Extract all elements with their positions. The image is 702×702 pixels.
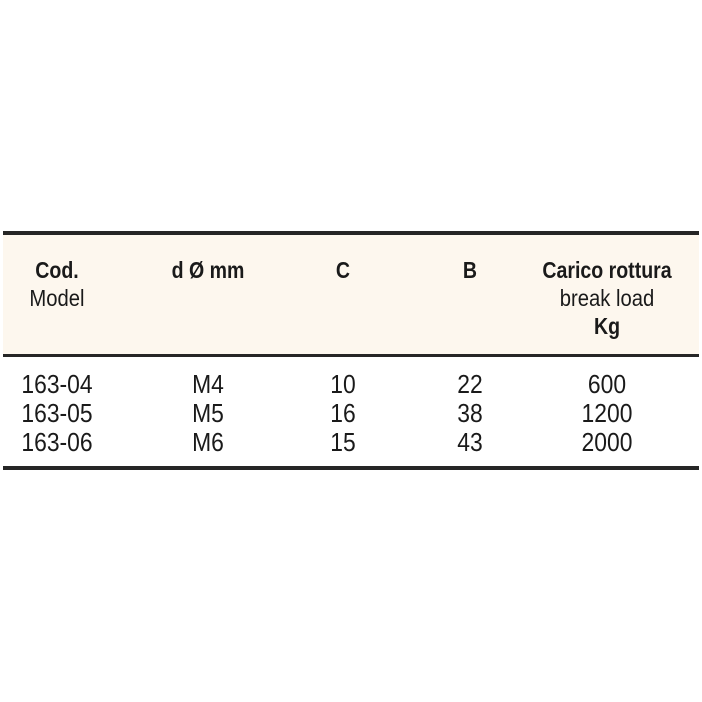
cell-diameter: M5 [192,398,224,428]
cell-b: 43 [457,427,483,457]
cell-break-load: 600 [587,369,627,399]
cell-c: 16 [330,398,356,428]
header-unit-kg-label: Kg [593,313,621,339]
header-carico-rottura-label: Carico rottura [542,257,672,283]
header-code-model [26,256,89,312]
header-b-label: B [462,257,478,283]
header-b [462,256,479,284]
cell-c: 10 [330,369,356,399]
cell-code: 163-05 [21,398,93,428]
header-break-load [531,256,683,340]
cell-b: 22 [457,369,483,399]
header-c-label: C [335,257,351,283]
header-diameter-label: d Ø mm [171,257,245,283]
table-body [3,357,699,466]
cell-b: 38 [457,398,483,428]
header-diameter [165,256,251,284]
table-row [3,399,699,428]
cell-diameter: M4 [192,369,224,399]
cell-code: 163-06 [21,427,93,457]
table-row [3,370,699,399]
cell-diameter: M6 [192,427,224,457]
header-model-label: Model [29,285,85,311]
cell-break-load: 2000 [581,427,633,457]
table-row [3,428,699,457]
cell-code: 163-04 [21,369,93,399]
spec-table [3,231,699,470]
header-c [335,256,352,284]
cell-c: 15 [330,427,356,457]
cell-break-load: 1200 [581,398,633,428]
table-header [3,235,699,354]
header-break-load-label: break load [559,285,655,311]
header-code-label: Cod. [35,257,79,283]
table-bottom-rule [3,466,699,470]
